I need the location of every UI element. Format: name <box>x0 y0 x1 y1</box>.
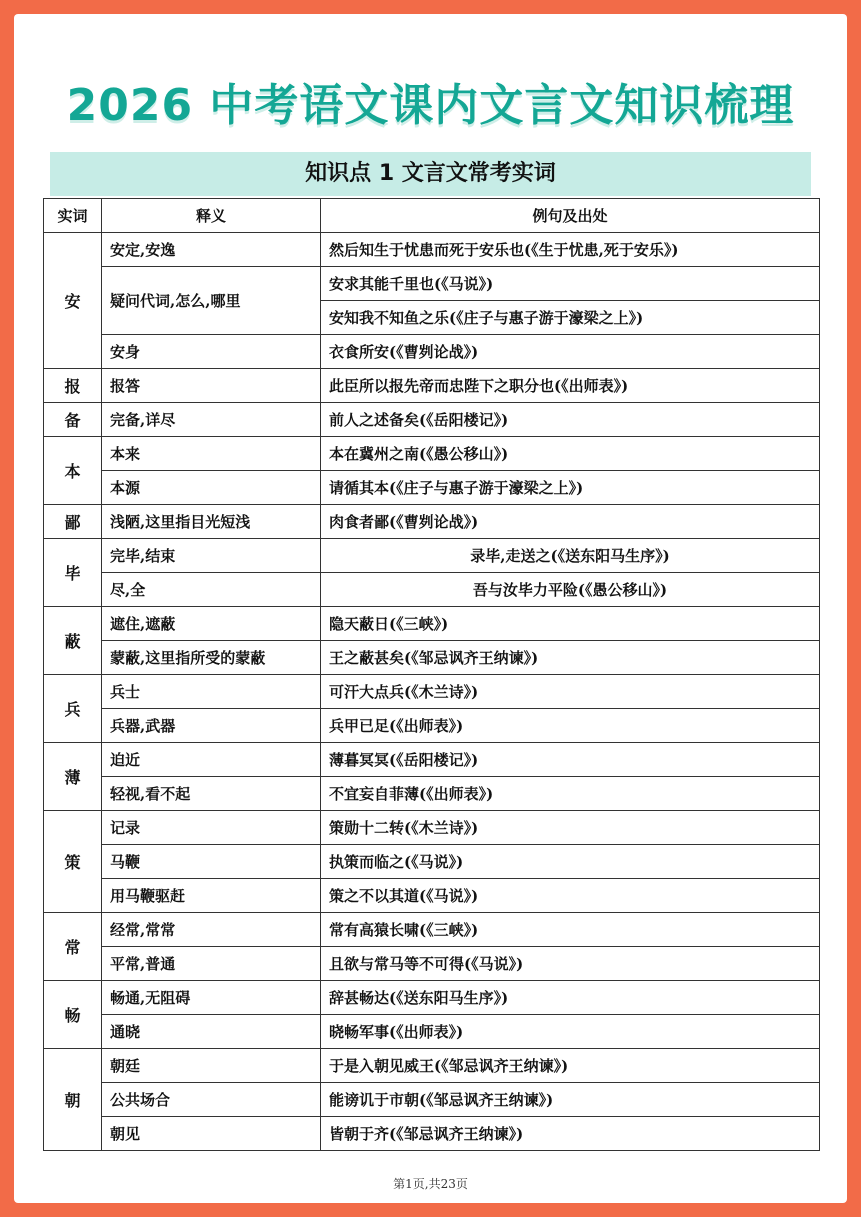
vocab-word: 常 <box>44 913 102 981</box>
section-heading: 知识点 1 文言文常考实词 <box>50 152 811 196</box>
word-meaning: 朝廷 <box>102 1049 321 1083</box>
example-sentence: 前人之述备矣(《岳阳楼记》) <box>321 403 820 437</box>
vocab-table <box>43 198 820 1151</box>
vocab-word: 薄 <box>44 743 102 811</box>
table-row <box>44 1083 820 1117</box>
word-meaning: 安身 <box>102 335 321 369</box>
table-row <box>44 437 820 471</box>
word-meaning: 经常,常常 <box>102 913 321 947</box>
word-meaning: 兵士 <box>102 675 321 709</box>
page-footer: 第1页,共23页 <box>393 1177 468 1191</box>
table-row <box>44 845 820 879</box>
example-sentence: 薄暮冥冥(《岳阳楼记》) <box>321 743 820 777</box>
vocab-word: 策 <box>44 811 102 913</box>
word-meaning: 本来 <box>102 437 321 471</box>
table-row <box>44 573 820 607</box>
word-meaning: 尽,全 <box>102 573 321 607</box>
header-example: 例句及出处 <box>321 199 820 233</box>
table-row <box>44 335 820 369</box>
word-meaning: 完毕,结束 <box>102 539 321 573</box>
word-meaning: 记录 <box>102 811 321 845</box>
table-row <box>44 981 820 1015</box>
example-sentence: 皆朝于齐(《邹忌讽齐王纳谏》) <box>321 1117 820 1151</box>
table-row <box>44 913 820 947</box>
table-row <box>44 1015 820 1049</box>
example-sentence: 王之蔽甚矣(《邹忌讽齐王纳谏》) <box>321 641 820 675</box>
example-sentence: 辞甚畅达(《送东阳马生序》) <box>321 981 820 1015</box>
vocab-word: 畅 <box>44 981 102 1049</box>
example-sentence: 可汗大点兵(《木兰诗》) <box>321 675 820 709</box>
example-sentence: 执策而临之(《马说》) <box>321 845 820 879</box>
example-sentence: 晓畅军事(《出师表》) <box>321 1015 820 1049</box>
vocab-word: 安 <box>44 233 102 369</box>
table-row <box>44 777 820 811</box>
header-word: 实词 <box>44 199 102 233</box>
example-sentence: 策勋十二转(《木兰诗》) <box>321 811 820 845</box>
word-meaning: 完备,详尽 <box>102 403 321 437</box>
vocab-word: 兵 <box>44 675 102 743</box>
word-meaning: 畅通,无阻碍 <box>102 981 321 1015</box>
table-row <box>44 1049 820 1083</box>
word-meaning: 用马鞭驱赶 <box>102 879 321 913</box>
table-row <box>44 947 820 981</box>
table-row <box>44 607 820 641</box>
word-meaning: 朝见 <box>102 1117 321 1151</box>
table-row <box>44 641 820 675</box>
example-sentence: 肉食者鄙(《曹刿论战》) <box>321 505 820 539</box>
example-sentence: 不宜妄自菲薄(《出师表》) <box>321 777 820 811</box>
word-meaning: 兵器,武器 <box>102 709 321 743</box>
vocab-word: 鄙 <box>44 505 102 539</box>
word-meaning: 遮住,遮蔽 <box>102 607 321 641</box>
example-sentence: 此臣所以报先帝而忠陛下之职分也(《出师表》) <box>321 369 820 403</box>
example-sentence: 然后知生于忧患而死于安乐也(《生于忧患,死于安乐》) <box>321 233 820 267</box>
word-meaning: 浅陋,这里指目光短浅 <box>102 505 321 539</box>
table-header-row <box>44 199 820 233</box>
table-body <box>44 233 820 1151</box>
table-row <box>44 403 820 437</box>
document-page <box>14 14 847 1203</box>
vocab-word: 毕 <box>44 539 102 607</box>
example-sentence: 且欲与常马等不可得(《马说》) <box>321 947 820 981</box>
example-sentence: 隐天蔽日(《三峡》) <box>321 607 820 641</box>
header-meaning: 释义 <box>102 199 321 233</box>
vocab-word: 备 <box>44 403 102 437</box>
example-sentence: 能谤讥于市朝(《邹忌讽齐王纳谏》) <box>321 1083 820 1117</box>
example-sentence: 常有高猿长啸(《三峡》) <box>321 913 820 947</box>
example-sentence: 请循其本(《庄子与惠子游于濠梁之上》) <box>321 471 820 505</box>
example-sentence: 安知我不知鱼之乐(《庄子与惠子游于濠梁之上》) <box>321 301 820 335</box>
example-sentence: 策之不以其道(《马说》) <box>321 879 820 913</box>
example-sentence: 兵甲已足(《出师表》) <box>321 709 820 743</box>
table-row <box>44 811 820 845</box>
table-row <box>44 233 820 267</box>
word-meaning: 疑问代词,怎么,哪里 <box>102 267 321 335</box>
table-row <box>44 879 820 913</box>
table-row <box>44 267 820 301</box>
word-meaning: 蒙蔽,这里指所受的蒙蔽 <box>102 641 321 675</box>
table-row <box>44 743 820 777</box>
vocab-word: 朝 <box>44 1049 102 1151</box>
word-meaning: 安定,安逸 <box>102 233 321 267</box>
example-sentence: 吾与汝毕力平险(《愚公移山》) <box>321 573 820 607</box>
word-meaning: 马鞭 <box>102 845 321 879</box>
word-meaning: 迫近 <box>102 743 321 777</box>
table-row <box>44 1117 820 1151</box>
word-meaning: 报答 <box>102 369 321 403</box>
vocab-word: 本 <box>44 437 102 505</box>
table-row <box>44 471 820 505</box>
vocab-word: 报 <box>44 369 102 403</box>
table-row <box>44 709 820 743</box>
table-row <box>44 505 820 539</box>
word-meaning: 本源 <box>102 471 321 505</box>
table-row <box>44 539 820 573</box>
example-sentence: 录毕,走送之(《送东阳马生序》) <box>321 539 820 573</box>
example-sentence: 安求其能千里也(《马说》) <box>321 267 820 301</box>
page-title: 2026 中考语文课内文言文知识梳理 <box>66 80 795 131</box>
example-sentence: 于是入朝见威王(《邹忌讽齐王纳谏》) <box>321 1049 820 1083</box>
word-meaning: 通晓 <box>102 1015 321 1049</box>
example-sentence: 本在冀州之南(《愚公移山》) <box>321 437 820 471</box>
table-row <box>44 675 820 709</box>
word-meaning: 公共场合 <box>102 1083 321 1117</box>
word-meaning: 轻视,看不起 <box>102 777 321 811</box>
example-sentence: 衣食所安(《曹刿论战》) <box>321 335 820 369</box>
vocab-word: 蔽 <box>44 607 102 675</box>
word-meaning: 平常,普通 <box>102 947 321 981</box>
table-row <box>44 369 820 403</box>
